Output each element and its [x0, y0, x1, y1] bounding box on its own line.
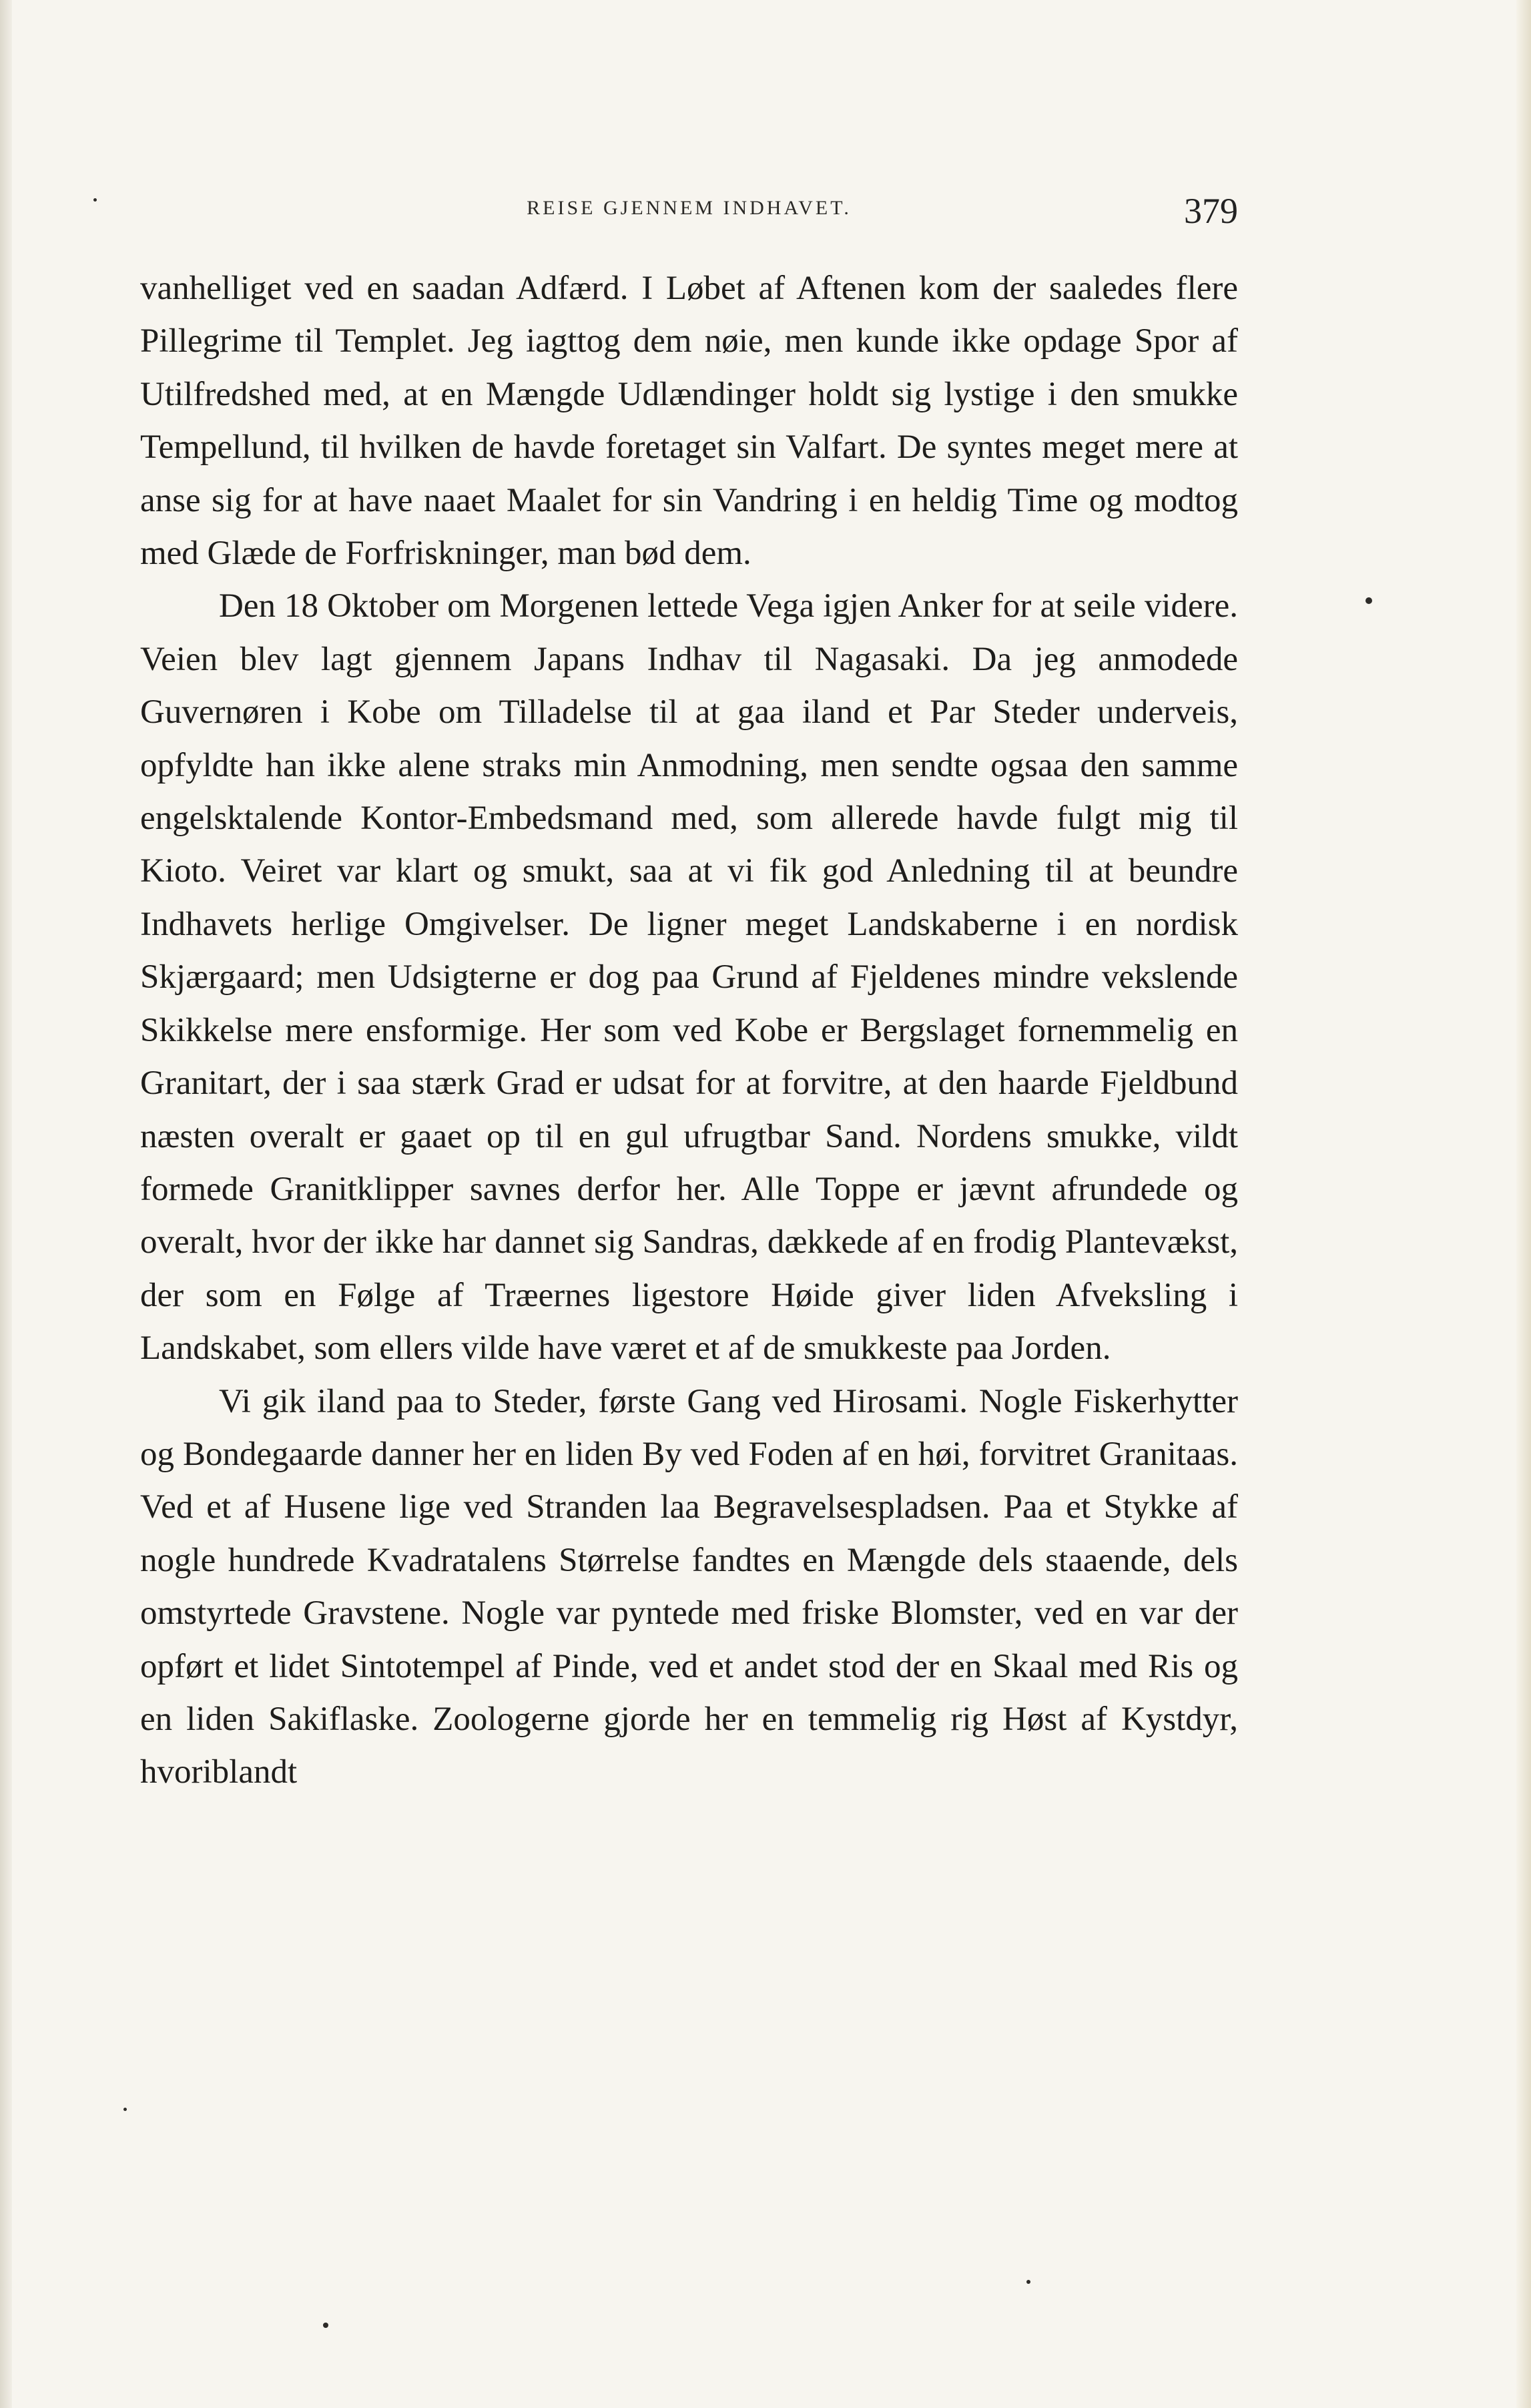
- body-text: [140, 262, 1238, 1799]
- page-header: [140, 190, 1238, 244]
- paragraph-3: Vi gik iland paa to Steder, første Gang ved Hirosami. Nogle Fiskerhytter og Bondegaarde danner her en liden By ved Foden af en høi, forvitret Granitaas. Ved et af Husene lige ved Stranden laa Begravelsespladsen. Paa et Stykke af nogle hundrede Kvadratalens Størrelse fandtes en Mængde dels staaende, dels omstyrtede Gravstene. Nogle var pyntede med friske Blomster, ved en var der opført et lidet Sintotempel af Pinde, ved et andet stod der en Skaal med Ris og en liden Sakiflaske. Zoologerne gjorde her en temmelig rig Høst af Kystdyr, hvoriblandt: [140, 1382, 1238, 1791]
- ink-speck: [1365, 597, 1372, 604]
- paragraph-2: Den 18 Oktober om Morgenen lettede Vega igjen Anker for at seile videre. Veien blev lagt gjennem Japans Indhav til Nagasaki. Da jeg anmodede Guvernøren i Kobe om Tilladelse til at gaa iland et Par Steder underveis, opfyldte han ikke alene straks min Anmodning, men sendte ogsaa den samme engelsktalende Kontor-Embedsmand med, som allerede havde fulgt mig til Kioto. Veiret var klart og smukt, saa at vi fik god Anledning til at beundre Indhavets herlige Omgivelser. De ligner meget Landskaberne i en nordisk Skjærgaard; men Udsigterne er dog paa Grund af Fjeldenes mindre vekslende Skikkelse mere ensformige. Her som ved Kobe er Bergslaget fornemmelig en Granitart, der i saa stærk Grad er udsat for at forvitre, at den haarde Fjeldbund næsten overalt er gaaet op til en gul ufrugtbar Sand. Nordens smukke, vildt formede Granitklipper savnes derfor her. Alle Toppe er jævnt afrundede og overalt, hvor der ikke har dannet sig Sandras, dækkede af en frodig Plantevækst, der som en Følge af Træernes ligestore Høide giver liden Afveksling i Landskabet, som ellers vilde have været et af de smukkeste paa Jorden.: [140, 587, 1238, 1368]
- page-right-edge: [1516, 0, 1531, 2408]
- running-head: REISE GJENNEM INDHAVET.: [527, 197, 852, 219]
- ink-speck: [123, 2108, 127, 2111]
- page-number: 379: [1184, 191, 1238, 231]
- ink-speck: [93, 198, 97, 202]
- ink-speck: [1026, 2280, 1030, 2284]
- page-left-edge: [0, 0, 12, 2408]
- ink-speck: [323, 2323, 328, 2328]
- paragraph-1: vanhelliget ved en saadan Adfærd. I Løbet af Aftenen kom der saaledes flere Pillegrime til Templet. Jeg iagttog dem nøie, men kunde ikke opdage Spor af Utilfredshed med, at en Mængde Udlændinger holdt sig lystige i den smukke Tempellund, til hvilken de havde foretaget sin Valfart. De syntes meget mere at anse sig for at have naaet Maalet for sin Vandring i en heldig Time og modtog med Glæde de Forfriskninger, man bød dem.: [140, 270, 1238, 573]
